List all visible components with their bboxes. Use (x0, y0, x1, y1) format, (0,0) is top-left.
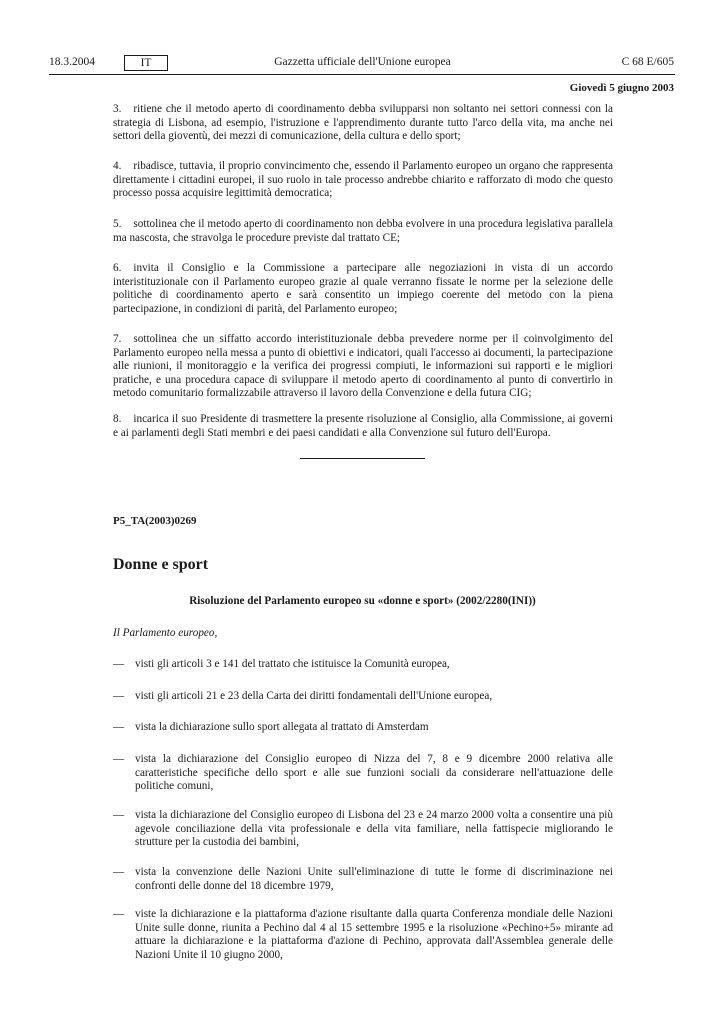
paragraph-number: 3. (113, 103, 122, 115)
consideration-text: visti gli articoli 21 e 23 della Carta dei diritti fondamentali dell'Unione europea, (135, 690, 493, 702)
preamble: Il Parlamento europeo, (113, 627, 218, 639)
header-divider (49, 74, 675, 75)
paragraph-number: 7. (113, 333, 122, 345)
page-number: C 68 E/605 (621, 56, 674, 68)
paragraph-3 (113, 103, 613, 144)
header-date: 18.3.2004 (49, 56, 95, 68)
paragraph-5 (113, 218, 613, 245)
paragraph-number: 8. (113, 413, 122, 425)
paragraph-text: sottolinea che un siffatto accordo interistituzionale debba prevedere norme per il coinvolgimento del Parlamento europeo nella messa a punto di obiettivi e indicatori, quali l'accesso ai documenti, la partecipazione alle riunioni, il monitoraggio e la verifica dei progressi compiuti, le informazioni sui rapporti e le migliori pratiche, e una procedura capace di sviluppare il metodo aperto di coordinamento al punto di convertirlo in metodo comunitario formalizzabile attraverso il lavoro della Convenzione e della futura CIG; (113, 333, 613, 400)
consideration-text: vista la convenzione delle Nazioni Unite sull'eliminazione di tutte le forme di discriminazione nei confronti delle donne del 18 dicembre 1979, (135, 866, 613, 892)
language-badge: IT (124, 55, 168, 71)
paragraph-text: ribadisce, tuttavia, il proprio convincimento che, essendo il Parlamento europeo un organo che rappresenta direttamente i cittadini europei, il suo ruolo in tale processo andrebbe chiarito e rafforzato di modo che questo processo possa acquisire legittimità democratica; (113, 160, 613, 200)
paragraph-4 (113, 160, 613, 201)
consideration-text: vista la dichiarazione del Consiglio europeo di Nizza del 7, 8 e 9 dicembre 2000 relativa alle caratteristiche specifiche dello sport e alle sue funzioni sociali da considerare nell'attuazione delle politiche comuni, (135, 753, 613, 793)
resolution-subtitle: Risoluzione del Parlamento europeo su «donne e sport» (2002/2280(INI)) (189, 595, 536, 607)
dash-bullet: — (113, 809, 125, 821)
paragraph-7 (113, 333, 613, 401)
dash-bullet: — (113, 658, 125, 670)
consideration-text: visti gli articoli 3 e 141 del trattato che istituisce la Comunità europea, (135, 658, 450, 670)
paragraph-number: 5. (113, 218, 122, 230)
dash-bullet: — (113, 866, 125, 878)
section-separator (300, 458, 425, 459)
dash-bullet: — (113, 908, 125, 920)
sitting-date: Giovedì 5 giugno 2003 (569, 82, 674, 94)
dash-bullet: — (113, 721, 125, 733)
dash-bullet: — (113, 690, 125, 702)
consideration-text: viste la dichiarazione e la piattaforma d'azione risultante dalla quarta Conferenza mondiale delle Nazioni Unite sulle donne, riunita a Pechino dal 4 al 15 settembre 1995 e la risoluzione «Pechino+5» mirante ad attuare la dichiarazione e la piattaforma d'azione di Pechino, approvata dall'Assemblea generale delle Nazioni Unite il 10 giugno 2000, (135, 908, 613, 961)
journal-title: Gazzetta ufficiale dell'Unione europea (274, 56, 451, 68)
document-title: Donne e sport (113, 556, 209, 573)
paragraph-number: 4. (113, 160, 122, 172)
consideration-text: vista la dichiarazione del Consiglio europeo di Lisbona del 23 e 24 marzo 2000 volta a consentire una più agevole conciliazione della vita professionale e della vita familiare, nella fattispecie migliorando le strutture per la custodia dei bambini, (135, 809, 613, 849)
paragraph-text: ritiene che il metodo aperto di coordinamento debba svilupparsi non soltanto nei settori connessi con la strategia di Lisbona, ad esempio, l'istruzione e l'apprendimento durante tutto l'arco della vita, ma anche nei settori della gioventù, dei mezzi di comunicazione, della cultura e dello sport; (113, 103, 613, 143)
paragraph-text: invita il Consiglio e la Commissione a partecipare alle negoziazioni in vista di un accordo interistituzionale con il Parlamento europeo grazie al quale verranno fissate le norme per la selezione delle politiche di coordinamento aperto e sarà consentito un impiego coerente del metodo con la piena partecipazione, in condizioni di parità, del Parlamento europeo; (113, 262, 613, 315)
dash-bullet: — (113, 753, 125, 765)
consideration-text: vista la dichiarazione sullo sport allegata al trattato di Amsterdam (135, 721, 429, 733)
document-reference: P5_TA(2003)0269 (113, 515, 197, 527)
paragraph-8 (113, 413, 613, 440)
paragraph-number: 6. (113, 262, 122, 274)
paragraph-text: incarica il suo Presidente di trasmettere la presente risoluzione al Consiglio, alla Commissione, ai governi e ai parlamenti degli Stati membri e dei paesi candidati e alla Convenzione sul futuro dell'Europa. (113, 413, 613, 439)
paragraph-text: sottolinea che il metodo aperto di coordinamento non debba evolvere in una procedura legislativa parallela ma nascosta, che stravolga le procedure previste dal trattato CE; (113, 218, 613, 244)
paragraph-6 (113, 262, 613, 316)
